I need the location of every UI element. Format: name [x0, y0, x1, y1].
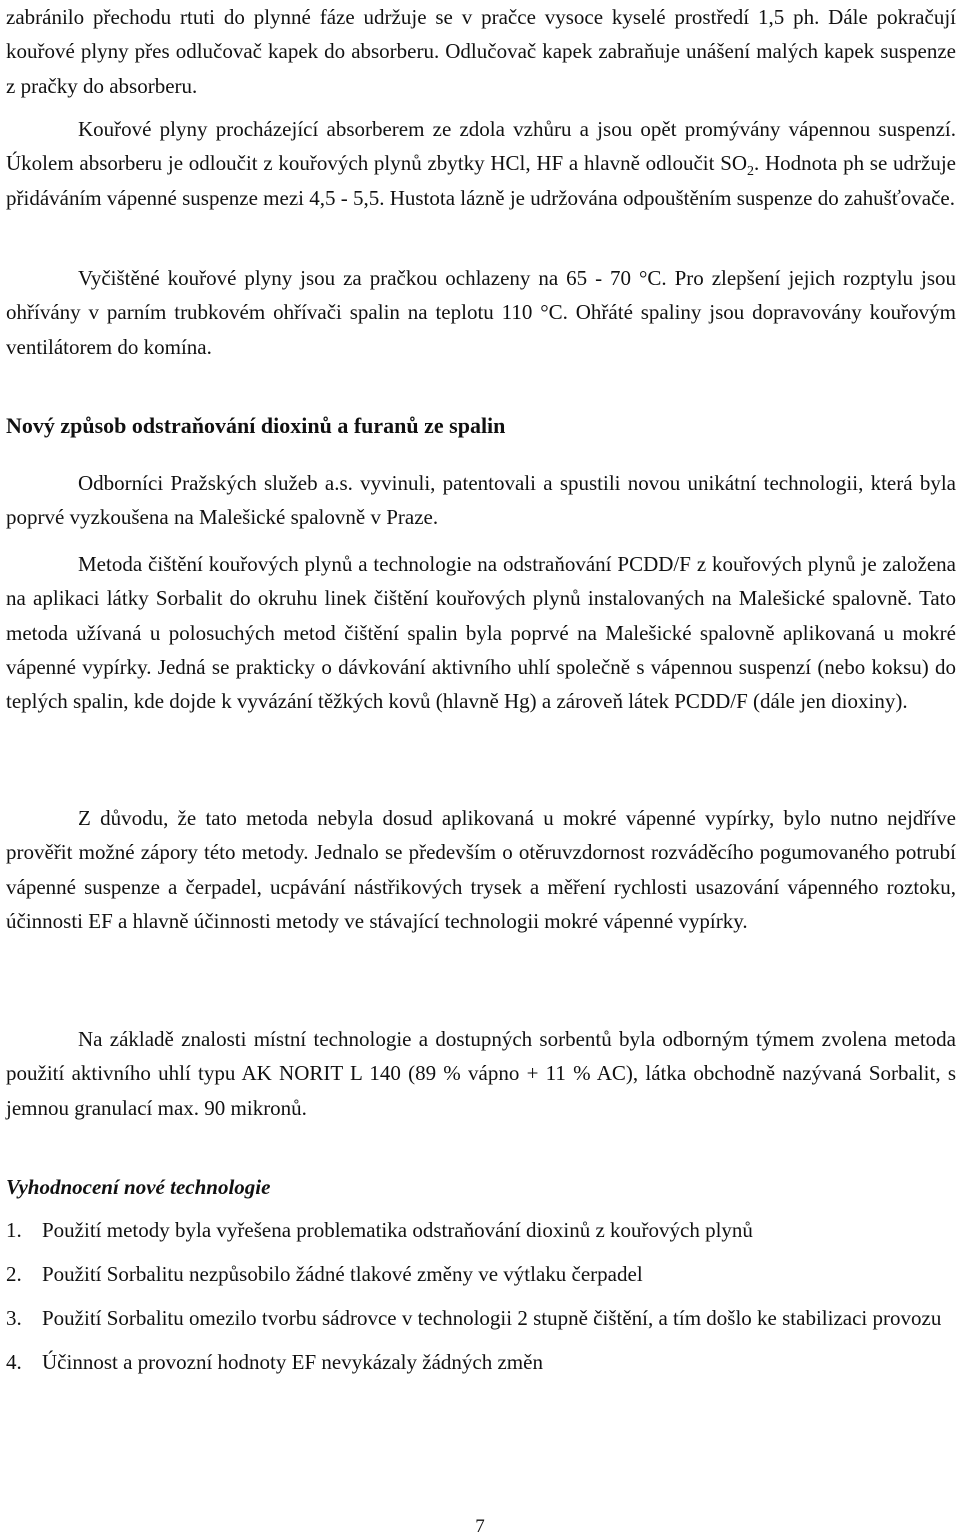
- list-item-text: Použití Sorbalitu nezpůsobilo žádné tlakové změny ve výtlaku čerpadel: [42, 1262, 643, 1286]
- list-item-number: 2.: [6, 1262, 22, 1286]
- section-heading: Nový způsob odstraňování dioxinů a furanů ze spalin: [6, 413, 506, 438]
- list-item: [6, 1258, 956, 1290]
- list-item-text: Použití metody byla vyřešena problematika odstraňování dioxinů z kouřových plynů: [42, 1218, 753, 1242]
- section-paragraph-2: Metoda čištění kouřových plynů a technologie na odstraňování PCDD/F z kouřových plynů je založena na aplikaci látky Sorbalit do okruhu linek čištění kouřových plynů instalovaných na Malešické spalovně. Tato metoda užívaná u polosuchých metod čištění spalin byla poprvé na Malešické spalovně aplikovaná u mokré vápenné vypírky. Jedná se prakticky o dávkování aktivního uhlí společně s vápennou suspenzí (nebo koksu) do teplých spalin, kde dojde k vyvázání těžkých kovů (hlavně Hg) a zároveň látek PCDD/F (dále jen dioxiny).: [6, 552, 956, 714]
- list-item-text: Použití Sorbalitu omezilo tvorbu sádrovce v technologii 2 stupně čištění, a tím došlo ke stabilizaci provozu: [42, 1306, 942, 1330]
- list-item-number: 1.: [6, 1218, 22, 1242]
- intro-paragraph-2-part-b: . Hodnota ph se udržuje přidáváním vápenné suspenze mezi 4,5 - 5,5. Hustota lázně je udržována odpouštěním suspenze do zahušťovače.: [6, 151, 956, 210]
- intro-paragraph-2-part-a: Kouřové plyny procházející absorberem ze zdola vzhůru a jsou opět promývány vápennou suspenzí. Úkolem absorberu je odloučit z kouřových plynů zbytky HCl, HF a hlavně odloučit SO: [6, 117, 956, 176]
- page-number: 7: [475, 1516, 485, 1537]
- so2-subscript: 2: [747, 164, 755, 180]
- list-item-text: Účinnost a provozní hodnoty EF nevykázaly žádných změn: [42, 1350, 543, 1374]
- list-item: [6, 1302, 956, 1334]
- list-item-number: 4.: [6, 1350, 22, 1374]
- list-item: [6, 1214, 956, 1246]
- evaluation-heading: Vyhodnocení nové technologie: [6, 1175, 271, 1199]
- section-paragraph-3: Z důvodu, že tato metoda nebyla dosud aplikovaná u mokré vápenné vypírky, bylo nutno nejdříve prověřit možné zápory této metody. Jednalo se především o otěruvzdornost rozváděcího pogumovaného potrubí vápenné suspenze a čerpadel, ucpávání nástřikových trysek a měření rychlosti usazování vápenného roztoku, účinnosti EF a hlavně účinnosti metody ve stávající technologii mokré vápenné vypírky.: [6, 806, 956, 933]
- evaluation-list: [6, 1214, 956, 1378]
- intro-paragraph-2: [6, 112, 956, 215]
- section-paragraph-4: Na základě znalosti místní technologie a dostupných sorbentů byla odborným týmem zvolena metoda použití aktivního uhlí typu AK NORIT L 140 (89 % vápno + 11 % AC), látka obchodně nazývaná Sorbalit, s jemnou granulací max. 90 mikronů.: [6, 1027, 956, 1120]
- intro-paragraph-3: Vyčištěné kouřové plyny jsou za pračkou ochlazeny na 65 - 70 °C. Pro zlepšení jejich rozptylu jsou ohřívány v parním trubkovém ohřívači spalin na teplotu 110 °C. Ohřáté spaliny jsou dopravovány kouřovým ventilátorem do komína.: [6, 266, 956, 359]
- list-item-number: 3.: [6, 1306, 22, 1330]
- list-item: [6, 1346, 956, 1378]
- intro-paragraph-1: zabránilo přechodu rtuti do plynné fáze udržuje se v pračce vysoce kyselé prostředí 1,5 ph. Dále pokračují kouřové plyny přes odlučovač kapek do absorberu. Odlučovač kapek zabraňuje unášení malých kapek suspenze z pračky do absorberu.: [6, 5, 956, 98]
- section-paragraph-1: Odborníci Pražských služeb a.s. vyvinuli, patentovali a spustili novou unikátní technologii, která byla poprvé vyzkoušena na Malešické spalovně v Praze.: [6, 471, 956, 530]
